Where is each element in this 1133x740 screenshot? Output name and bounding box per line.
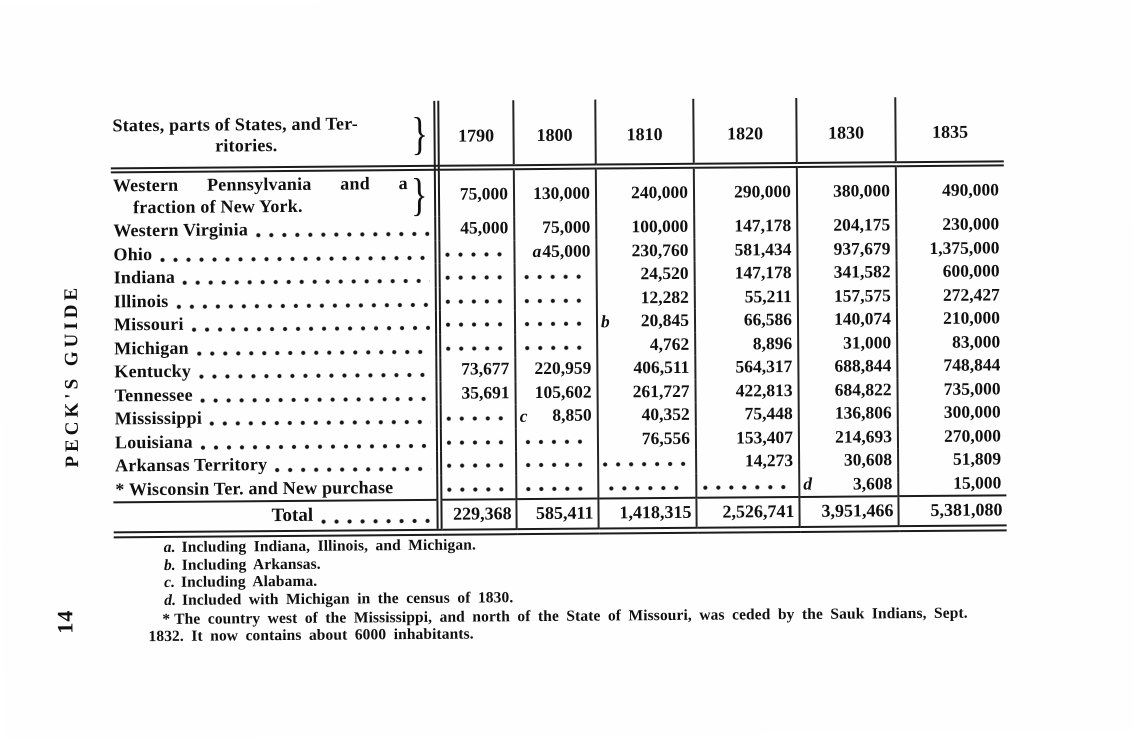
population-value: 380,000 <box>833 179 891 201</box>
footnote-marker: * <box>162 610 171 628</box>
value-cell <box>516 404 598 428</box>
total-row <box>113 495 1006 535</box>
dot-leader <box>191 325 430 333</box>
dot-leader <box>196 349 430 357</box>
value-cell <box>695 308 798 332</box>
population-value: 40,352 <box>641 404 690 425</box>
value-cell <box>598 426 696 450</box>
state-name-cell <box>111 168 437 220</box>
population-value: 406,511 <box>633 357 690 378</box>
dot-leader <box>200 396 431 404</box>
footnote-text: Including Alabama. <box>180 572 318 591</box>
value-cell <box>438 310 515 334</box>
value-cell <box>799 472 898 497</box>
state-name: Western Pennsylvania and a <box>112 173 408 196</box>
population-value: 105,602 <box>534 381 592 402</box>
total-value-1810: 1,418,315 <box>598 498 696 531</box>
value-cell <box>516 427 598 451</box>
year-header-1810: 1810 <box>595 99 694 167</box>
state-name-cell <box>113 475 439 502</box>
value-cell <box>798 378 897 402</box>
total-value-1800: 585,411 <box>516 499 598 532</box>
state-name-line2: fraction of New York. <box>133 195 303 217</box>
value-cell <box>897 377 1005 401</box>
value-cell <box>798 331 897 355</box>
value-cell <box>799 448 898 472</box>
no-data-dots <box>446 439 511 446</box>
population-value: 136,806 <box>834 402 892 424</box>
value-cell <box>515 380 597 404</box>
value-cell <box>798 354 897 378</box>
dot-leader <box>209 419 431 427</box>
value-cell <box>598 403 696 427</box>
states-column-header <box>110 101 437 171</box>
footnote-text: The country west of the Mississippi, and north of the State of Missouri, was ceded by the Sauk Indians, Sept. 1832. It now contains about 6000 inhabitants. <box>148 604 968 646</box>
footnote <box>148 604 1002 646</box>
population-value: 76,556 <box>641 427 691 449</box>
value-cell <box>438 357 515 381</box>
total-label: Total <box>271 504 314 526</box>
value-cell <box>694 165 797 215</box>
value-cell <box>696 472 799 497</box>
value-cell <box>597 285 695 309</box>
population-value: 55,211 <box>744 285 792 307</box>
state-name-cell <box>113 452 439 478</box>
no-data-dots <box>444 251 509 258</box>
value-cell <box>598 473 696 498</box>
population-value: 240,000 <box>631 181 689 202</box>
value-cell <box>596 166 694 216</box>
state-name: Missouri <box>113 313 184 335</box>
population-value: 748,844 <box>943 354 1001 376</box>
footnotes <box>148 533 1003 647</box>
value-cell <box>439 404 516 428</box>
dot-leader <box>255 231 429 238</box>
value-cell <box>695 284 798 308</box>
population-value: 220,959 <box>534 358 592 379</box>
footnote-marker: d <box>803 473 813 494</box>
dot-leader <box>159 255 429 263</box>
states-header-line1: States, parts of States, and Ter- <box>112 113 358 136</box>
no-data-dots <box>445 345 510 352</box>
value-cell <box>515 286 597 310</box>
population-value: 600,000 <box>942 260 1000 282</box>
state-name: Tennessee <box>114 384 193 405</box>
no-data-dots <box>524 439 589 446</box>
population-value: 140,074 <box>834 308 892 330</box>
value-cell <box>896 163 1004 213</box>
value-cell <box>798 260 897 284</box>
value-cell <box>897 306 1005 330</box>
total-value-1835: 5,381,080 <box>898 495 1006 528</box>
value-cell <box>695 331 798 355</box>
state-name: Ohio <box>113 243 153 264</box>
population-value: 1,375,000 <box>929 237 1000 258</box>
year-header-1820: 1820 <box>693 98 797 166</box>
population-value: 130,000 <box>533 182 591 203</box>
year-header-1790: 1790 <box>436 100 514 168</box>
value-cell <box>596 215 694 239</box>
value-cell <box>696 425 799 449</box>
population-value: 210,000 <box>943 307 1001 329</box>
value-cell <box>897 283 1005 307</box>
no-data-dots <box>524 345 589 352</box>
population-value: 300,000 <box>943 401 1001 423</box>
population-value: 147,178 <box>734 215 792 236</box>
state-name-cell <box>113 428 439 454</box>
population-value: 14,273 <box>744 450 794 471</box>
no-data-dots <box>446 463 511 470</box>
population-value: 688,844 <box>834 355 892 377</box>
population-value: 261,727 <box>632 380 690 402</box>
population-value: 290,000 <box>734 180 792 202</box>
value-cell <box>514 167 596 217</box>
header-brace-glyph: } <box>411 108 429 160</box>
state-name: Mississippi <box>114 407 203 429</box>
dot-leader <box>198 372 430 380</box>
value-cell <box>514 216 596 240</box>
population-value: 4,762 <box>649 333 690 355</box>
state-name: Kentucky <box>114 360 192 382</box>
value-cell <box>898 447 1006 471</box>
population-value: 30,608 <box>843 449 893 471</box>
no-data-dots <box>445 298 510 305</box>
dot-leader <box>182 278 430 286</box>
population-value: 75,448 <box>744 403 793 424</box>
value-cell <box>437 216 514 240</box>
population-value: 270,000 <box>943 425 1001 446</box>
table-body <box>111 163 1007 502</box>
dot-leader <box>274 466 431 473</box>
population-value: 75,000 <box>542 217 591 238</box>
dot-leader <box>320 518 431 525</box>
value-cell <box>438 263 515 287</box>
population-value: 341,582 <box>833 261 891 283</box>
footnote-marker: b <box>600 310 610 331</box>
value-cell <box>515 333 597 357</box>
value-cell <box>898 400 1006 424</box>
value-cell <box>514 239 596 263</box>
footnote-marker: c <box>519 405 528 426</box>
year-header-1830: 1830 <box>796 97 896 165</box>
total-label-cell <box>113 500 439 535</box>
value-cell <box>798 307 897 331</box>
value-cell <box>797 164 896 214</box>
no-data-dots <box>445 275 510 282</box>
state-name-cell <box>112 287 438 313</box>
value-cell <box>897 259 1005 283</box>
no-data-dots <box>602 461 693 468</box>
value-cell <box>438 334 515 358</box>
state-name: Western Virginia <box>113 219 249 241</box>
population-value: 66,586 <box>743 309 793 330</box>
table-row <box>111 163 1004 219</box>
value-cell <box>797 213 896 237</box>
total-value-1820: 2,526,741 <box>696 497 799 530</box>
state-name: Indiana <box>113 266 176 288</box>
state-name-cell <box>113 405 439 431</box>
value-cell <box>437 167 514 217</box>
value-cell <box>597 262 695 286</box>
footnote-marker: c. <box>163 573 176 591</box>
state-name: Louisiana <box>114 431 193 452</box>
population-value: 581,434 <box>734 238 792 260</box>
value-cell <box>597 309 695 333</box>
population-value: 45,000 <box>460 217 509 239</box>
value-cell <box>896 212 1004 236</box>
population-value: 8,896 <box>752 332 793 354</box>
year-header-1835: 1835 <box>895 96 1004 164</box>
population-value: 153,407 <box>735 426 794 448</box>
value-cell <box>695 378 798 402</box>
total-value-1830: 3,951,466 <box>799 496 898 529</box>
value-cell <box>516 474 598 499</box>
population-value: 684,822 <box>834 379 892 400</box>
population-value: 24,520 <box>640 263 689 284</box>
footnote-marker: d. <box>164 591 177 609</box>
value-cell <box>696 402 799 426</box>
total-value-1790: 229,368 <box>439 499 516 532</box>
value-cell <box>597 379 695 403</box>
no-data-dots <box>525 486 590 493</box>
state-name-cell <box>112 334 438 360</box>
population-value: 73,677 <box>461 358 510 380</box>
value-cell <box>898 424 1006 448</box>
state-name-cell <box>112 381 438 407</box>
population-value: 204,175 <box>833 214 891 236</box>
value-cell <box>696 449 799 473</box>
value-cell <box>896 236 1004 260</box>
footnote-text: Including Arkansas. <box>181 555 321 574</box>
running-title: PECK'S GUIDE <box>60 283 84 468</box>
population-value: 735,000 <box>943 378 1001 399</box>
states-header-line2: ritories. <box>215 135 278 156</box>
value-cell <box>798 284 897 308</box>
dot-leader <box>200 443 431 451</box>
no-data-dots <box>523 274 588 281</box>
population-value: 3,608 <box>852 473 893 494</box>
value-cell <box>799 425 898 449</box>
state-name-cell <box>112 358 438 384</box>
state-name: * Wisconsin Ter. and New purchase <box>115 476 394 499</box>
footnote-text: Included with Michigan in the census of 1830. <box>181 588 514 609</box>
population-value: 51,809 <box>952 448 1002 470</box>
dot-leader <box>175 302 429 310</box>
no-data-dots <box>608 485 686 492</box>
value-cell <box>438 287 515 311</box>
population-value: 564,317 <box>735 356 793 377</box>
population-value: 15,000 <box>953 472 1002 493</box>
value-cell <box>694 237 797 261</box>
value-cell <box>437 240 514 264</box>
population-value: 20,845 <box>640 310 690 331</box>
population-value: 8,850 <box>552 405 592 426</box>
value-cell <box>897 353 1005 377</box>
state-name-cell <box>112 264 438 290</box>
state-name: Arkansas Territory <box>115 454 268 476</box>
population-value: 937,679 <box>833 238 891 259</box>
value-cell <box>597 332 695 356</box>
population-value: 422,813 <box>735 379 793 401</box>
population-value: 157,575 <box>833 285 891 306</box>
no-data-dots <box>446 416 511 423</box>
footnote-marker: b. <box>163 556 176 574</box>
population-value: 272,427 <box>942 284 1000 305</box>
value-cell <box>597 356 695 380</box>
row-brace-glyph: } <box>410 168 428 220</box>
population-value: 214,693 <box>834 426 893 447</box>
year-header-1800: 1800 <box>513 100 596 168</box>
no-data-dots <box>445 322 510 329</box>
value-cell <box>694 214 797 238</box>
value-cell <box>516 451 598 475</box>
population-value: 45,000 <box>542 240 591 261</box>
no-data-dots <box>524 321 589 328</box>
table-header-row <box>110 96 1003 170</box>
population-value: 31,000 <box>842 332 892 353</box>
population-value: 12,282 <box>640 286 689 308</box>
state-name-cell <box>112 311 438 337</box>
value-cell <box>439 428 516 452</box>
value-cell <box>598 450 696 474</box>
population-value: 75,000 <box>459 182 509 204</box>
population-value: 35,691 <box>461 382 510 403</box>
population-value: 230,760 <box>631 239 689 261</box>
population-value: 490,000 <box>942 179 1000 200</box>
value-cell <box>898 471 1006 496</box>
value-cell <box>695 261 798 285</box>
value-cell <box>797 237 896 261</box>
value-cell <box>439 475 516 500</box>
page-number: 14 <box>52 609 78 634</box>
state-name: Michigan <box>114 337 189 358</box>
no-data-dots <box>523 298 588 305</box>
value-cell <box>439 451 516 475</box>
value-cell <box>515 263 597 287</box>
no-data-dots <box>702 484 793 491</box>
state-name-cell <box>111 217 437 243</box>
value-cell <box>515 357 597 381</box>
footnote-text: Including Indiana, Illinois, and Michigan. <box>181 536 476 556</box>
footnote-marker: a <box>532 240 542 261</box>
population-value: 83,000 <box>951 331 1001 352</box>
value-cell <box>596 238 694 262</box>
value-cell <box>897 330 1005 354</box>
population-value: 147,178 <box>734 262 792 283</box>
value-cell <box>695 355 798 379</box>
value-cell <box>515 310 597 334</box>
no-data-dots <box>525 462 590 469</box>
value-cell <box>438 381 515 405</box>
footnote-marker: a. <box>163 538 176 556</box>
population-value: 100,000 <box>631 216 689 237</box>
population-value: 230,000 <box>942 213 1000 235</box>
no-data-dots <box>446 486 511 493</box>
population-table <box>110 96 1006 538</box>
value-cell <box>799 401 898 425</box>
state-name: Illinois <box>113 290 169 311</box>
state-name-cell <box>111 240 437 266</box>
